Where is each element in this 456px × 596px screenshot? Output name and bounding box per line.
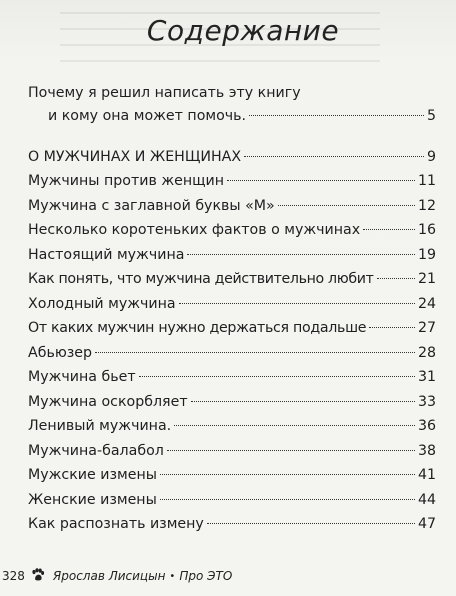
dot-leader: [160, 499, 415, 500]
toc-entry-page: 19: [417, 246, 436, 263]
toc-entry-page: 11: [417, 173, 436, 189]
paw-icon: [31, 568, 45, 584]
toc-entry-page: 27: [417, 320, 436, 336]
toc-entry-page: 47: [417, 516, 436, 532]
toc-entry-page: 16: [417, 222, 436, 238]
toc-entry-page: 9: [426, 148, 436, 165]
page-footer: [0, 568, 232, 584]
toc-entry[interactable]: [28, 169, 436, 194]
page-title: Содержание: [146, 14, 340, 47]
toc-entry-label: Женские измены: [28, 491, 157, 508]
toc-entry-page: 28: [417, 344, 436, 361]
footer-page-number: 328: [2, 569, 25, 583]
dot-leader: [187, 254, 415, 255]
dot-leader: [363, 229, 415, 230]
dot-leader: [160, 474, 415, 475]
toc-entry-page: 12: [417, 197, 436, 214]
toc-entry[interactable]: [28, 243, 436, 268]
dot-leader: [249, 115, 424, 116]
toc-entry-page: 41: [417, 467, 436, 483]
toc-entry-label: Абьюзер: [28, 344, 93, 361]
toc-entry-label: Мужские измены: [28, 467, 157, 483]
preface-entry[interactable]: [28, 104, 436, 129]
dot-leader: [174, 425, 415, 426]
toc-entry-label: От каких мужчин нужно держаться подальше: [28, 320, 367, 336]
dot-leader: [191, 401, 415, 402]
dot-leader: [167, 450, 415, 451]
dot-leader: [278, 205, 415, 206]
toc-entry-label: Настоящий мужчина: [28, 246, 185, 263]
toc-entry-page: 24: [417, 295, 436, 312]
toc-entry-label: Мужчина с заглавной буквы «М»: [28, 197, 275, 214]
preface-line-2: и кому она может помочь.: [48, 108, 247, 124]
toc-entry[interactable]: [28, 218, 436, 243]
toc-entry-page: 36: [417, 418, 436, 434]
toc-entry-label: Мужчина бьет: [28, 369, 136, 385]
dot-leader: [207, 523, 415, 524]
toc-entry-label: О МУЖЧИНАХ И ЖЕНЩИНАХ: [28, 148, 242, 165]
footer-author: Ярослав Лисицын: [52, 569, 166, 583]
dot-leader: [227, 180, 415, 181]
table-of-contents: [28, 82, 436, 537]
toc-entry-label: Как распознать измену: [28, 516, 204, 532]
toc-entry[interactable]: [28, 292, 436, 317]
dot-leader: [244, 156, 424, 157]
toc-entry-label: Мужчины против женщин: [28, 173, 224, 189]
toc-entry-label: Несколько коротеньких фактов о мужчинах: [28, 222, 361, 238]
toc-entry[interactable]: [28, 316, 436, 341]
toc-entry-label: Ленивый мужчина.: [28, 418, 172, 434]
dot-leader: [377, 278, 415, 279]
toc-entry[interactable]: [28, 341, 436, 366]
toc-entries: [28, 145, 436, 537]
toc-entry[interactable]: [28, 463, 436, 488]
toc-entry[interactable]: [28, 488, 436, 513]
dot-leader: [179, 303, 415, 304]
toc-entry[interactable]: [28, 194, 436, 219]
preface-line-1: Почему я решил написать эту книгу: [28, 85, 301, 101]
toc-entry[interactable]: [28, 414, 436, 439]
toc-entry[interactable]: [28, 365, 436, 390]
footer-separator: •: [169, 570, 176, 582]
toc-entry-label: Как понять, что мужчина действительно любит: [28, 271, 374, 287]
toc-entry-label: Мужчина-балабол: [28, 442, 164, 459]
toc-entry-label: Мужчина оскорбляет: [28, 393, 188, 410]
toc-entry[interactable]: [28, 390, 436, 415]
toc-entry-page: 21: [417, 271, 436, 287]
toc-entry[interactable]: [28, 512, 436, 537]
dot-leader: [95, 352, 415, 353]
footer-book-title: Про ЭТО: [179, 569, 233, 583]
dot-leader: [369, 327, 415, 328]
toc-entry-page: 44: [417, 491, 436, 508]
preface-page: 5: [426, 108, 436, 124]
toc-entry-page: 38: [417, 442, 436, 459]
toc-entry-page: 33: [417, 393, 436, 410]
toc-entry-page: 31: [417, 369, 436, 385]
toc-entry[interactable]: [28, 439, 436, 464]
toc-entry-section[interactable]: [28, 145, 436, 170]
toc-entry[interactable]: [28, 267, 436, 292]
dot-leader: [139, 376, 415, 377]
toc-entry-label: Холодный мужчина: [28, 295, 176, 312]
